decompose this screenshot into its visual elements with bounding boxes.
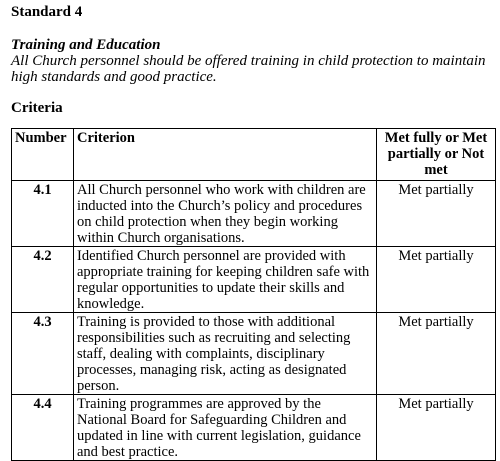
table-row: [12, 181, 496, 247]
standard-heading: Standard 4: [11, 4, 83, 20]
table-row: [12, 313, 496, 395]
criteria-heading: Criteria: [11, 100, 63, 116]
header-criterion: Criterion: [74, 129, 377, 181]
table-row: [12, 247, 496, 313]
criterion-status: Met partially: [377, 395, 496, 461]
criterion-status: Met partially: [377, 181, 496, 247]
criterion-text: Training programmes are approved by the National Board for Safeguarding Children and updated in line with current legislation, guidance and best practice.: [74, 395, 377, 461]
criterion-text: All Church personnel who work with children are inducted into the Church’s policy and procedures on child protection when they begin working within Church organisations.: [74, 181, 377, 247]
criterion-number: 4.4: [12, 395, 74, 461]
criterion-number: 4.3: [12, 313, 74, 395]
criterion-text: Training is provided to those with additional responsibilities such as recruiting and selecting staff, dealing with complaints, disciplinary processes, managing risk, acting as designated person.: [74, 313, 377, 395]
section-description: All Church personnel should be offered training in child protection to maintain high standards and good practice.: [11, 53, 486, 85]
criterion-number: 4.2: [12, 247, 74, 313]
header-number: Number: [12, 129, 74, 181]
criterion-status: Met partially: [377, 247, 496, 313]
criterion-number: 4.1: [12, 181, 74, 247]
table-header-row: [12, 129, 496, 181]
section-title: Training and Education: [11, 37, 161, 53]
criterion-status: Met partially: [377, 313, 496, 395]
criteria-table: [11, 128, 496, 461]
criterion-text: Identified Church personnel are provided with appropriate training for keeping children safe with regular opportunities to update their skills and knowledge.: [74, 247, 377, 313]
header-status: Met fully or Met partially or Not met: [377, 129, 496, 181]
